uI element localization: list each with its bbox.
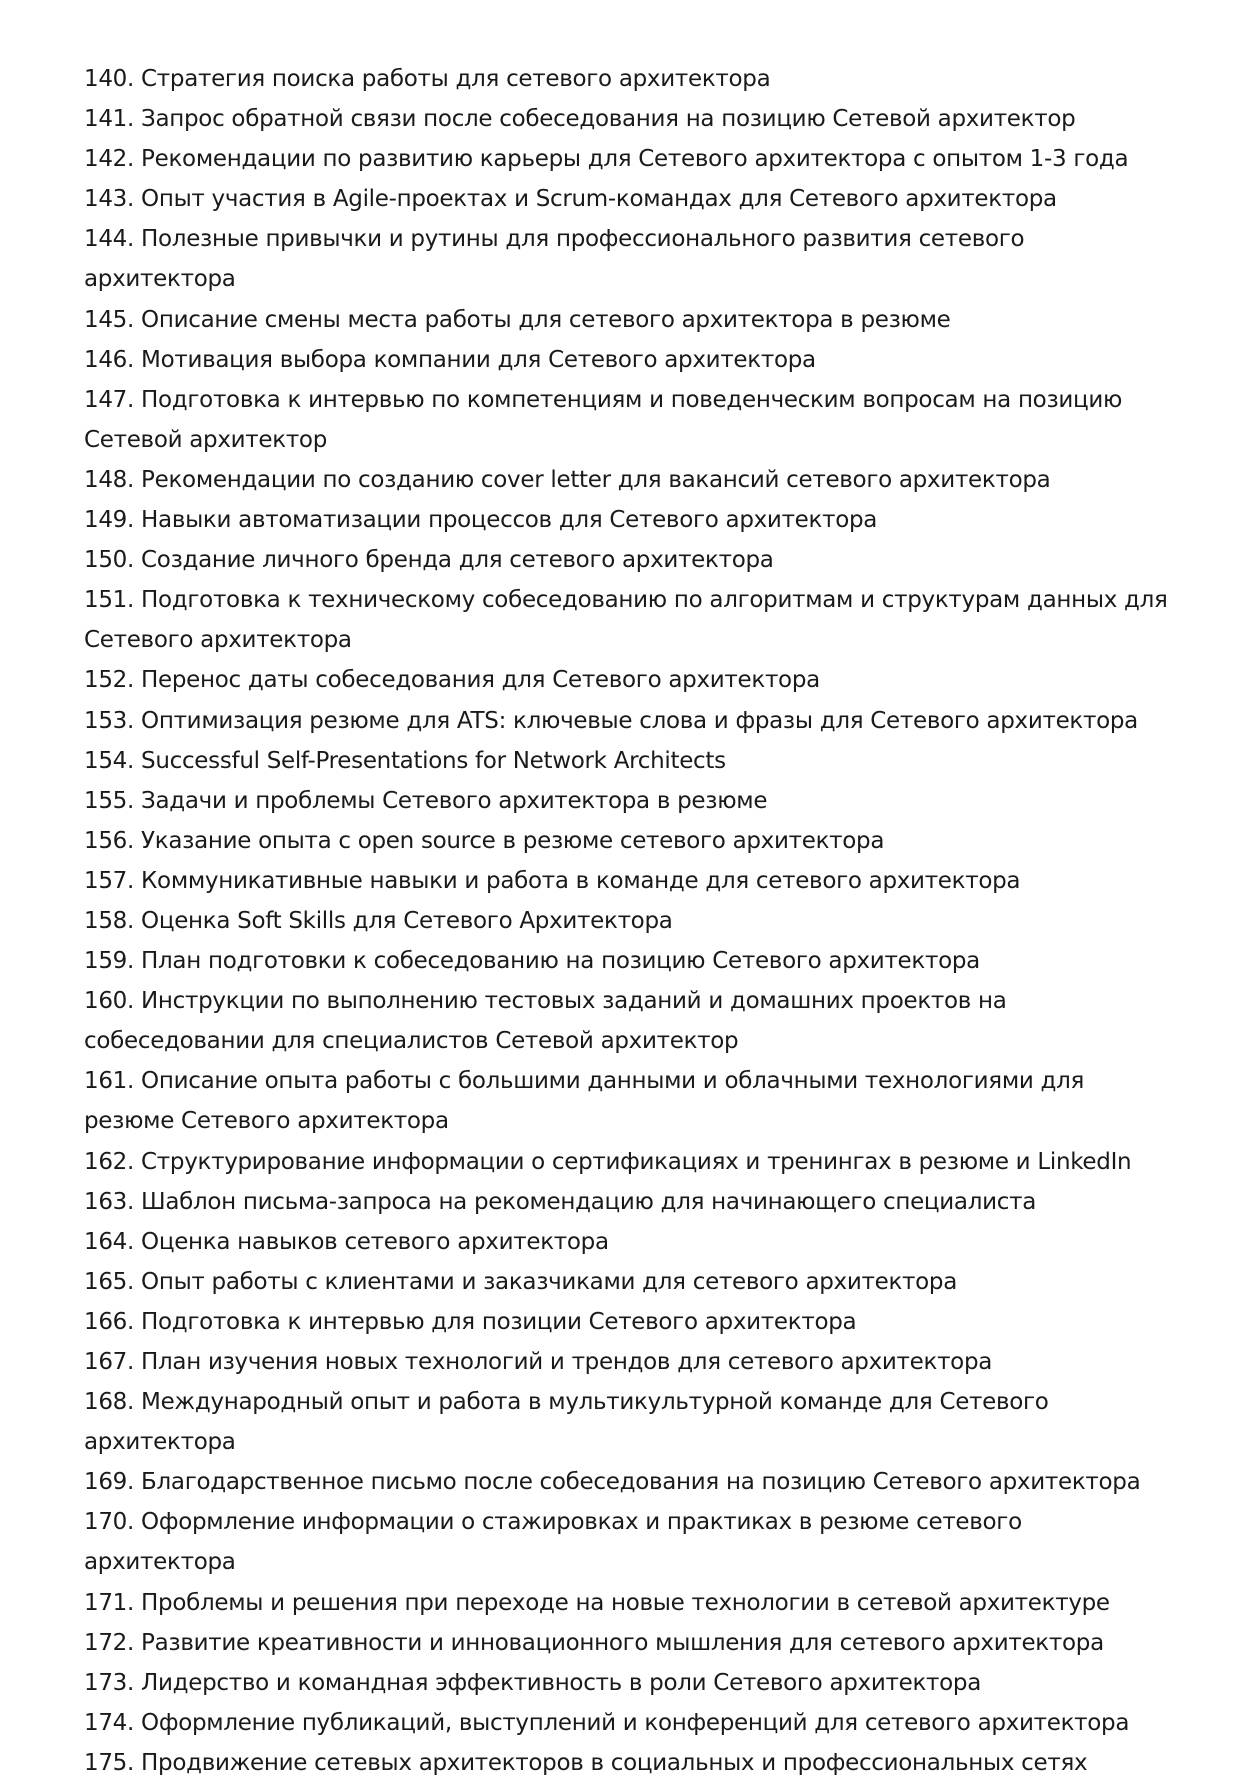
list-item	[84, 219, 1174, 299]
item-text: Опыт работы с клиентами и заказчиками для сетевого архитектора	[141, 1268, 958, 1295]
item-text: Описание опыта работы с большими данными и облачными технологиями для резюме Сетевого архитектора	[84, 1068, 1085, 1135]
list-item	[84, 861, 1174, 901]
item-number: 157.	[84, 867, 135, 894]
item-text: Рекомендации по развитию карьеры для Сетевого архитектора с опытом 1-3 года	[141, 146, 1129, 173]
item-number: 149.	[84, 507, 135, 534]
item-number: 161.	[84, 1068, 135, 1095]
item-number: 142.	[84, 146, 135, 173]
list-item	[84, 1462, 1174, 1502]
item-number: 159.	[84, 948, 135, 975]
list-item	[84, 1222, 1174, 1262]
item-text: Лидерство и командная эффективность в роли Сетевого архитектора	[141, 1669, 982, 1696]
item-text: Оформление публикаций, выступлений и конференций для сетевого архитектора	[141, 1709, 1130, 1736]
list-item	[84, 660, 1174, 700]
item-text: Подготовка к интервью по компетенциям и поведенческим вопросам на позицию Сетевой архитектор	[84, 386, 1123, 453]
list-item	[84, 1182, 1174, 1222]
document-page	[84, 59, 1174, 1783]
item-number: 168.	[84, 1389, 135, 1416]
list-item	[84, 380, 1174, 460]
item-text: Инструкции по выполнению тестовых заданий и домашних проектов на собеседовании для специалистов Сетевой архитектор	[84, 988, 1007, 1055]
item-text: Successful Self-Presentations for Network Architects	[141, 747, 726, 774]
item-text: Оценка Soft Skills для Сетевого Архитектора	[141, 907, 673, 934]
item-text: Создание личного бренда для сетевого архитектора	[141, 547, 774, 574]
item-number: 155.	[84, 787, 135, 814]
item-number: 173.	[84, 1669, 135, 1696]
item-text: Задачи и проблемы Сетевого архитектора в резюме	[141, 787, 768, 814]
item-text: Международный опыт и работа в мультикультурной команде для Сетевого архитектора	[84, 1389, 1049, 1456]
item-number: 140.	[84, 66, 135, 92]
item-number: 151.	[84, 587, 135, 614]
list-item	[84, 500, 1174, 540]
item-number: 141.	[84, 106, 135, 133]
item-number: 158.	[84, 907, 135, 934]
list-item	[84, 1583, 1174, 1623]
list-item	[84, 901, 1174, 941]
item-text: Перенос даты собеседования для Сетевого архитектора	[141, 667, 820, 694]
list-item	[84, 981, 1174, 1061]
list-item	[84, 781, 1174, 821]
item-number: 167.	[84, 1349, 135, 1375]
list-item	[84, 1382, 1174, 1462]
list-item	[84, 701, 1174, 741]
item-number: 154.	[84, 747, 135, 774]
item-text: План изучения новых технологий и трендов для сетевого архитектора	[141, 1349, 993, 1375]
list-item	[84, 741, 1174, 781]
item-text: Рекомендации по созданию cover letter для вакансий сетевого архитектора	[141, 466, 1051, 493]
item-text: Шаблон письма-запроса на рекомендацию для начинающего специалиста	[141, 1188, 1037, 1215]
list-item	[84, 1502, 1174, 1582]
item-number: 153.	[84, 707, 135, 734]
item-text: Структурирование информации о сертификациях и тренингах в резюме и LinkedIn	[141, 1148, 1132, 1175]
item-number: 164.	[84, 1228, 135, 1255]
list-item	[84, 1663, 1174, 1703]
list-item	[84, 59, 1174, 99]
item-text: Указание опыта с open source в резюме сетевого архитектора	[141, 827, 885, 854]
list-item	[84, 99, 1174, 139]
list-item	[84, 540, 1174, 580]
item-number: 175.	[84, 1749, 135, 1776]
item-text: Запрос обратной связи после собеседования на позицию Сетевой архитектор	[141, 106, 1076, 133]
item-text: Описание смены места работы для сетевого архитектора в резюме	[141, 306, 951, 333]
list-item	[84, 1262, 1174, 1302]
list-item	[84, 460, 1174, 500]
item-number: 160.	[84, 988, 135, 1015]
item-number: 147.	[84, 386, 135, 413]
item-text: Стратегия поиска работы для сетевого архитектора	[141, 66, 771, 92]
item-text: Мотивация выбора компании для Сетевого архитектора	[141, 346, 816, 373]
list-item	[84, 821, 1174, 861]
item-text: Оптимизация резюме для ATS: ключевые слова и фразы для Сетевого архитектора	[141, 707, 1138, 734]
item-number: 162.	[84, 1148, 135, 1175]
item-number: 172.	[84, 1629, 135, 1656]
item-number: 174.	[84, 1709, 135, 1736]
item-number: 171.	[84, 1589, 135, 1616]
list-item	[84, 1743, 1174, 1783]
list-item	[84, 1302, 1174, 1342]
item-number: 170.	[84, 1509, 135, 1536]
list-item	[84, 1342, 1174, 1382]
item-number: 166.	[84, 1308, 135, 1335]
item-text: Оценка навыков сетевого архитектора	[141, 1228, 609, 1255]
item-number: 152.	[84, 667, 135, 694]
item-number: 145.	[84, 306, 135, 333]
item-number: 148.	[84, 466, 135, 493]
item-number: 143.	[84, 186, 135, 213]
topic-list	[84, 59, 1174, 1783]
item-text: Полезные привычки и рутины для профессионального развития сетевого архитектора	[84, 226, 1025, 293]
list-item	[84, 179, 1174, 219]
item-number: 146.	[84, 346, 135, 373]
item-number: 163.	[84, 1188, 135, 1215]
item-number: 150.	[84, 547, 135, 574]
list-item	[84, 139, 1174, 179]
item-text: План подготовки к собеседованию на позицию Сетевого архитектора	[141, 948, 980, 975]
item-text: Навыки автоматизации процессов для Сетевого архитектора	[141, 507, 878, 534]
item-number: 156.	[84, 827, 135, 854]
list-item	[84, 1061, 1174, 1141]
list-item	[84, 340, 1174, 380]
item-text: Благодарственное письмо после собеседования на позицию Сетевого архитектора	[141, 1469, 1141, 1496]
item-text: Опыт участия в Agile-проектах и Scrum-командах для Сетевого архитектора	[141, 186, 1057, 213]
list-item	[84, 1142, 1174, 1182]
item-number: 169.	[84, 1469, 135, 1496]
item-number: 165.	[84, 1268, 135, 1295]
item-text: Оформление информации о стажировках и практиках в резюме сетевого архитектора	[84, 1509, 1022, 1576]
item-text: Проблемы и решения при переходе на новые технологии в сетевой архитектуре	[141, 1589, 1110, 1616]
list-item	[84, 1703, 1174, 1743]
item-text: Коммуникативные навыки и работа в команде для сетевого архитектора	[141, 867, 1021, 894]
item-text: Продвижение сетевых архитекторов в социальных и профессиональных сетях	[141, 1749, 1088, 1776]
item-number: 144.	[84, 226, 135, 253]
list-item	[84, 1623, 1174, 1663]
item-text: Подготовка к техническому собеседованию по алгоритмам и структурам данных для Сетевого архитектора	[84, 587, 1168, 654]
item-text: Подготовка к интервью для позиции Сетевого архитектора	[141, 1308, 857, 1335]
list-item	[84, 941, 1174, 981]
list-item	[84, 300, 1174, 340]
list-item	[84, 580, 1174, 660]
item-text: Развитие креативности и инновационного мышления для сетевого архитектора	[141, 1629, 1104, 1656]
